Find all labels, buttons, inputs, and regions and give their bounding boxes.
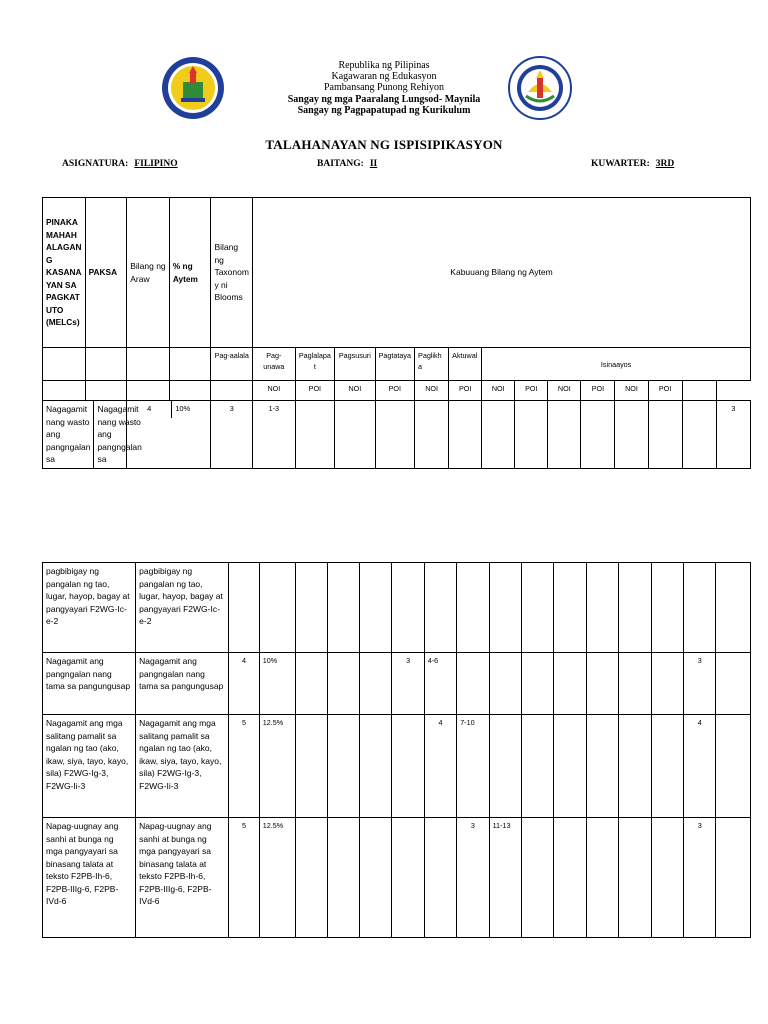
- level-pag-aalala: Pag-aalala: [211, 348, 253, 381]
- row-paksa: Nagagamit ang pangngalan nang tama sa pangungusap: [136, 653, 229, 715]
- row-melc: Nagagamit ang pangngalan nang tama sa pangungusap: [43, 653, 136, 715]
- row-noi: 3: [392, 653, 424, 715]
- asignatura-label: ASIGNATURA:: [62, 159, 129, 169]
- specification-table-top: [42, 197, 751, 469]
- kuwarter-label: KUWARTER:: [591, 159, 650, 169]
- col-header-bilang-ng-araw: Bilang ng Araw: [127, 198, 170, 348]
- sub-poi: POI: [449, 381, 482, 401]
- row-poi: 4-6: [424, 653, 456, 715]
- row-melc: Nagagamit ang mga salitang pamalit sa ngalan ng tao (ako, ikaw, siya, tayo, kayo, sila) F2WG-Ig-3, F2WG-Ii-3: [43, 715, 136, 818]
- header-line-2: Kagawaran ng Edukasyon: [331, 71, 437, 82]
- sub-noi: NOI: [615, 381, 648, 401]
- header-line-5: Sangay ng Pagpapatupad ng Kurikulum: [297, 105, 471, 116]
- col-header-melcs: PINAKAMAHAHALAGANG KASANAYAN SA PAGKATUTO (MELCs): [43, 198, 86, 348]
- row-melc: Nagagamit nang wasto ang pangngalan sa: [43, 401, 94, 468]
- sub-poi: POI: [375, 381, 414, 401]
- specification-table-bottom: [42, 562, 751, 938]
- kuwarter: [591, 159, 674, 169]
- row-poi: 1-3: [253, 401, 296, 469]
- document-title: TALAHANAYAN NG ISPISIPIKASYON: [265, 137, 503, 152]
- row-paksa: Nagagamit ang mga salitang pamalit sa ngalan ng tao (ako, ikaw, siya, tayo, kayo, sila) F2WG-Ig-3, F2WG-Ii-3: [136, 715, 229, 818]
- row-paksa: Napag-uugnay ang sanhi at bunga ng mga pangyayari sa binasang talata at teksto F2PB-Ih-6, F2PB-IIIg-6, F2PB-IVd-6: [136, 818, 229, 938]
- row-days: 5: [229, 818, 259, 938]
- row-melc: pagbibigay ng pangalan ng tao, lugar, hayop, bagay at pangyayari F2WG-Ic-e-2: [43, 563, 136, 653]
- row-total: 3: [716, 401, 750, 469]
- level-isinaayos: Isinaayos: [482, 348, 751, 381]
- baitang: [317, 159, 377, 169]
- row-noi: 3: [211, 401, 253, 469]
- col-header-paksa: PAKSA: [85, 198, 127, 348]
- sub-noi: NOI: [335, 381, 376, 401]
- row-days: 4: [127, 401, 172, 418]
- sub-poi: POI: [515, 381, 548, 401]
- row-pct: 12.5%: [259, 715, 295, 818]
- row-days: 4: [229, 653, 259, 715]
- row-poi: 7-10: [457, 715, 489, 818]
- row-pct: 12.5%: [259, 818, 295, 938]
- level-pagtataya: Pagtataya: [375, 348, 414, 381]
- baitang-value: II: [369, 159, 378, 169]
- row-days: 5: [229, 715, 259, 818]
- row-paksa: pagbibigay ng pangalan ng tao, lugar, hayop, bagay at pangyayari F2WG-Ic-e-2: [136, 563, 229, 653]
- level-pag-unawa: Pag-unawa: [253, 348, 296, 381]
- level-aktuwal: Aktuwal: [449, 348, 482, 381]
- header-line-4: Sangay ng mga Paaralang Lungsod- Maynila: [287, 94, 481, 105]
- header-line-1: Republika ng Pilipinas: [338, 60, 430, 71]
- level-paglalapat: Paglalapat: [295, 348, 334, 381]
- school-header: [0, 0, 768, 130]
- sub-noi: NOI: [253, 381, 296, 401]
- col-header-kabuuang-bilang: Kabuuang Bilang ng Aytem: [253, 198, 751, 348]
- level-pagsusuri: Pagsusuri: [335, 348, 376, 381]
- header-line-3: Pambansang Punong Rehiyon: [324, 82, 444, 93]
- row-melc: Napag-uugnay ang sanhi at bunga ng mga pangyayari sa binasang talata at teksto F2PB-Ih-6, F2PB-IIIg-6, F2PB-IVd-6: [43, 818, 136, 938]
- asignatura: [62, 159, 178, 169]
- sub-noi: NOI: [415, 381, 449, 401]
- row-pct: 10%: [259, 653, 295, 715]
- row-paksa: Nagagamit nang wasto ang pangngalan sa: [97, 404, 142, 464]
- asignatura-value: FILIPINO: [134, 159, 178, 169]
- col-header-taxonomy: Bilang ng Taxonomy ni Blooms: [211, 198, 253, 348]
- baitang-label: BAITANG:: [317, 159, 364, 169]
- kuwarter-value: 3RD: [655, 159, 675, 169]
- sub-noi: NOI: [482, 381, 515, 401]
- row-total: 3: [684, 653, 716, 715]
- sub-poi: POI: [295, 381, 334, 401]
- row-pct: 10%: [175, 404, 191, 413]
- row-total: 4: [684, 715, 716, 818]
- row-total: 3: [684, 818, 716, 938]
- table-row: [43, 401, 142, 469]
- row-poi: 11-13: [489, 818, 521, 938]
- row-noi: 3: [457, 818, 489, 938]
- level-paglikha: Paglikha: [415, 348, 449, 381]
- col-header-percent-aytem: % ng Aytem: [169, 198, 211, 348]
- sub-noi: NOI: [548, 381, 581, 401]
- sub-poi: POI: [648, 381, 682, 401]
- sub-poi: POI: [581, 381, 615, 401]
- row-noi: 4: [424, 715, 456, 818]
